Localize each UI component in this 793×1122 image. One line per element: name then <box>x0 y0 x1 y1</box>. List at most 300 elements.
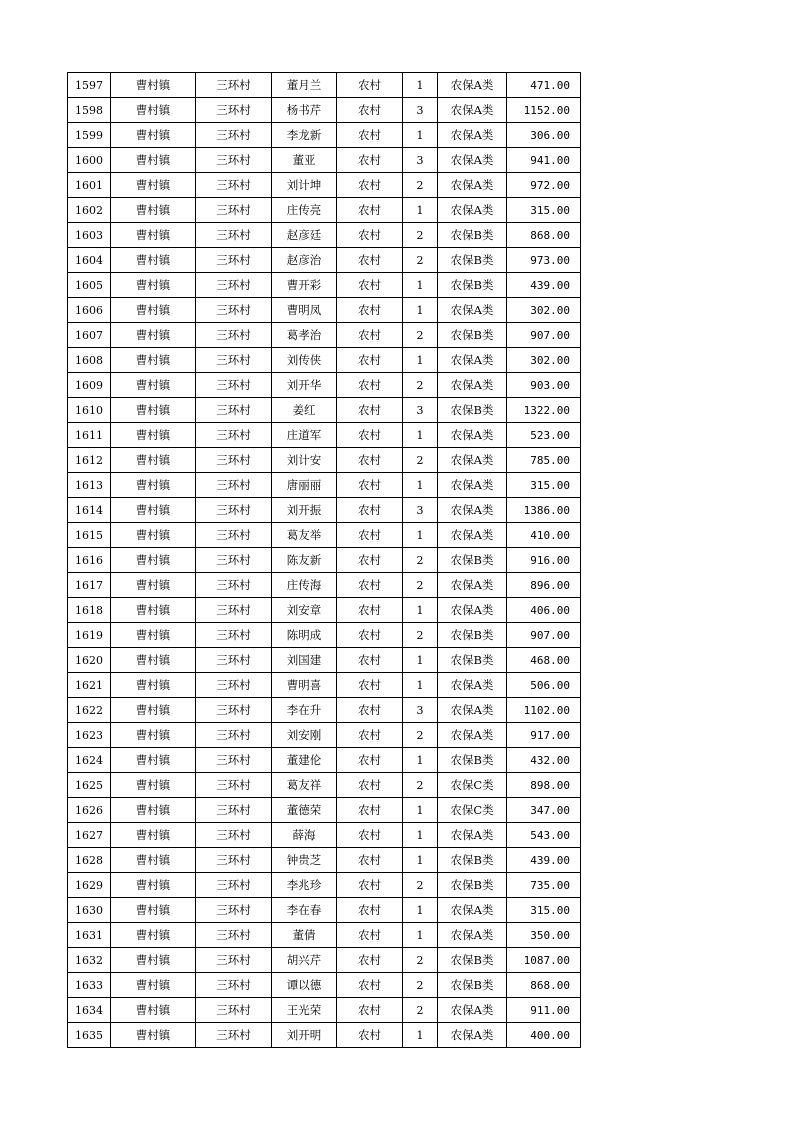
name-cell: 钟贵芝 <box>272 848 337 873</box>
town-cell: 曹村镇 <box>111 348 196 373</box>
row-number-cell: 1597 <box>68 73 111 98</box>
table-row <box>68 573 581 598</box>
household-type-cell: 农村 <box>337 223 403 248</box>
row-number-cell: 1633 <box>68 973 111 998</box>
amount-cell: 972.00 <box>507 173 581 198</box>
member-count-cell: 2 <box>403 323 438 348</box>
village-cell: 三环村 <box>196 673 272 698</box>
member-count-cell: 2 <box>403 173 438 198</box>
village-cell: 三环村 <box>196 973 272 998</box>
amount-cell: 506.00 <box>507 673 581 698</box>
household-type-cell: 农村 <box>337 298 403 323</box>
row-number-cell: 1626 <box>68 798 111 823</box>
category-cell: 农保B类 <box>438 973 507 998</box>
table-row <box>68 98 581 123</box>
household-type-cell: 农村 <box>337 498 403 523</box>
amount-cell: 1102.00 <box>507 698 581 723</box>
name-cell: 姜红 <box>272 398 337 423</box>
household-type-cell: 农村 <box>337 423 403 448</box>
table-body <box>68 73 581 1048</box>
amount-cell: 468.00 <box>507 648 581 673</box>
category-cell: 农保C类 <box>438 798 507 823</box>
member-count-cell: 2 <box>403 573 438 598</box>
row-number-cell: 1607 <box>68 323 111 348</box>
member-count-cell: 3 <box>403 698 438 723</box>
town-cell: 曹村镇 <box>111 448 196 473</box>
amount-cell: 903.00 <box>507 373 581 398</box>
village-cell: 三环村 <box>196 223 272 248</box>
table-row <box>68 298 581 323</box>
amount-cell: 410.00 <box>507 523 581 548</box>
table-row <box>68 898 581 923</box>
table-row <box>68 673 581 698</box>
amount-cell: 306.00 <box>507 123 581 148</box>
amount-cell: 1152.00 <box>507 98 581 123</box>
table-row <box>68 548 581 573</box>
table-row <box>68 373 581 398</box>
household-type-cell: 农村 <box>337 748 403 773</box>
category-cell: 农保A类 <box>438 598 507 623</box>
name-cell: 董亚 <box>272 148 337 173</box>
table-row <box>68 623 581 648</box>
town-cell: 曹村镇 <box>111 398 196 423</box>
category-cell: 农保B类 <box>438 748 507 773</box>
table-row <box>68 923 581 948</box>
town-cell: 曹村镇 <box>111 673 196 698</box>
category-cell: 农保A类 <box>438 348 507 373</box>
category-cell: 农保A类 <box>438 823 507 848</box>
table-row <box>68 123 581 148</box>
amount-cell: 1386.00 <box>507 498 581 523</box>
row-number-cell: 1604 <box>68 248 111 273</box>
table-row <box>68 598 581 623</box>
village-cell: 三环村 <box>196 773 272 798</box>
name-cell: 刘国建 <box>272 648 337 673</box>
row-number-cell: 1600 <box>68 148 111 173</box>
amount-cell: 471.00 <box>507 73 581 98</box>
name-cell: 董德荣 <box>272 798 337 823</box>
town-cell: 曹村镇 <box>111 973 196 998</box>
row-number-cell: 1634 <box>68 998 111 1023</box>
amount-cell: 1322.00 <box>507 398 581 423</box>
town-cell: 曹村镇 <box>111 98 196 123</box>
town-cell: 曹村镇 <box>111 998 196 1023</box>
amount-cell: 868.00 <box>507 973 581 998</box>
town-cell: 曹村镇 <box>111 198 196 223</box>
row-number-cell: 1611 <box>68 423 111 448</box>
household-type-cell: 农村 <box>337 623 403 648</box>
village-cell: 三环村 <box>196 148 272 173</box>
town-cell: 曹村镇 <box>111 598 196 623</box>
member-count-cell: 2 <box>403 623 438 648</box>
town-cell: 曹村镇 <box>111 523 196 548</box>
member-count-cell: 2 <box>403 373 438 398</box>
category-cell: 农保A类 <box>438 98 507 123</box>
category-cell: 农保B类 <box>438 273 507 298</box>
name-cell: 董倩 <box>272 923 337 948</box>
village-cell: 三环村 <box>196 998 272 1023</box>
member-count-cell: 1 <box>403 348 438 373</box>
household-type-cell: 农村 <box>337 473 403 498</box>
table-row <box>68 473 581 498</box>
village-cell: 三环村 <box>196 698 272 723</box>
village-cell: 三环村 <box>196 798 272 823</box>
member-count-cell: 2 <box>403 998 438 1023</box>
category-cell: 农保C类 <box>438 773 507 798</box>
table-row <box>68 148 581 173</box>
town-cell: 曹村镇 <box>111 423 196 448</box>
village-cell: 三环村 <box>196 823 272 848</box>
row-number-cell: 1603 <box>68 223 111 248</box>
row-number-cell: 1612 <box>68 448 111 473</box>
town-cell: 曹村镇 <box>111 473 196 498</box>
village-cell: 三环村 <box>196 748 272 773</box>
table-row <box>68 948 581 973</box>
member-count-cell: 1 <box>403 798 438 823</box>
category-cell: 农保A类 <box>438 523 507 548</box>
household-type-cell: 农村 <box>337 998 403 1023</box>
row-number-cell: 1614 <box>68 498 111 523</box>
member-count-cell: 1 <box>403 748 438 773</box>
village-cell: 三环村 <box>196 1023 272 1048</box>
household-type-cell: 农村 <box>337 823 403 848</box>
household-type-cell: 农村 <box>337 848 403 873</box>
row-number-cell: 1615 <box>68 523 111 548</box>
row-number-cell: 1601 <box>68 173 111 198</box>
table-row <box>68 523 581 548</box>
village-cell: 三环村 <box>196 948 272 973</box>
household-type-cell: 农村 <box>337 98 403 123</box>
category-cell: 农保B类 <box>438 848 507 873</box>
name-cell: 李龙新 <box>272 123 337 148</box>
row-number-cell: 1628 <box>68 848 111 873</box>
category-cell: 农保A类 <box>438 73 507 98</box>
name-cell: 唐丽丽 <box>272 473 337 498</box>
table-row <box>68 823 581 848</box>
member-count-cell: 1 <box>403 823 438 848</box>
amount-cell: 917.00 <box>507 723 581 748</box>
household-type-cell: 农村 <box>337 798 403 823</box>
town-cell: 曹村镇 <box>111 848 196 873</box>
household-type-cell: 农村 <box>337 723 403 748</box>
category-cell: 农保A类 <box>438 473 507 498</box>
name-cell: 葛友举 <box>272 523 337 548</box>
table-row <box>68 73 581 98</box>
village-cell: 三环村 <box>196 498 272 523</box>
name-cell: 庄传海 <box>272 573 337 598</box>
row-number-cell: 1608 <box>68 348 111 373</box>
member-count-cell: 2 <box>403 873 438 898</box>
row-number-cell: 1629 <box>68 873 111 898</box>
member-count-cell: 1 <box>403 423 438 448</box>
village-cell: 三环村 <box>196 123 272 148</box>
village-cell: 三环村 <box>196 548 272 573</box>
amount-cell: 315.00 <box>507 198 581 223</box>
table-row <box>68 198 581 223</box>
name-cell: 赵彦廷 <box>272 223 337 248</box>
row-number-cell: 1632 <box>68 948 111 973</box>
town-cell: 曹村镇 <box>111 723 196 748</box>
household-type-cell: 农村 <box>337 1023 403 1048</box>
row-number-cell: 1598 <box>68 98 111 123</box>
household-type-cell: 农村 <box>337 923 403 948</box>
data-table <box>67 72 581 1048</box>
village-cell: 三环村 <box>196 873 272 898</box>
village-cell: 三环村 <box>196 298 272 323</box>
row-number-cell: 1623 <box>68 723 111 748</box>
household-type-cell: 农村 <box>337 898 403 923</box>
member-count-cell: 1 <box>403 198 438 223</box>
town-cell: 曹村镇 <box>111 948 196 973</box>
name-cell: 曹明喜 <box>272 673 337 698</box>
table-row <box>68 348 581 373</box>
amount-cell: 439.00 <box>507 273 581 298</box>
category-cell: 农保A类 <box>438 573 507 598</box>
village-cell: 三环村 <box>196 473 272 498</box>
table-row <box>68 448 581 473</box>
category-cell: 农保B类 <box>438 248 507 273</box>
category-cell: 农保A类 <box>438 148 507 173</box>
table-row <box>68 323 581 348</box>
amount-cell: 302.00 <box>507 298 581 323</box>
village-cell: 三环村 <box>196 898 272 923</box>
amount-cell: 973.00 <box>507 248 581 273</box>
table-row <box>68 998 581 1023</box>
row-number-cell: 1630 <box>68 898 111 923</box>
household-type-cell: 农村 <box>337 148 403 173</box>
amount-cell: 896.00 <box>507 573 581 598</box>
row-number-cell: 1620 <box>68 648 111 673</box>
village-cell: 三环村 <box>196 623 272 648</box>
amount-cell: 347.00 <box>507 798 581 823</box>
row-number-cell: 1618 <box>68 598 111 623</box>
member-count-cell: 1 <box>403 923 438 948</box>
category-cell: 农保A类 <box>438 723 507 748</box>
household-type-cell: 农村 <box>337 598 403 623</box>
member-count-cell: 1 <box>403 1023 438 1048</box>
amount-cell: 406.00 <box>507 598 581 623</box>
amount-cell: 916.00 <box>507 548 581 573</box>
row-number-cell: 1625 <box>68 773 111 798</box>
name-cell: 刘开华 <box>272 373 337 398</box>
member-count-cell: 2 <box>403 248 438 273</box>
name-cell: 刘安章 <box>272 598 337 623</box>
member-count-cell: 3 <box>403 398 438 423</box>
name-cell: 刘计坤 <box>272 173 337 198</box>
town-cell: 曹村镇 <box>111 648 196 673</box>
town-cell: 曹村镇 <box>111 823 196 848</box>
name-cell: 刘开明 <box>272 1023 337 1048</box>
village-cell: 三环村 <box>196 198 272 223</box>
household-type-cell: 农村 <box>337 73 403 98</box>
member-count-cell: 1 <box>403 473 438 498</box>
member-count-cell: 3 <box>403 98 438 123</box>
name-cell: 刘开振 <box>272 498 337 523</box>
amount-cell: 400.00 <box>507 1023 581 1048</box>
village-cell: 三环村 <box>196 648 272 673</box>
town-cell: 曹村镇 <box>111 623 196 648</box>
household-type-cell: 农村 <box>337 548 403 573</box>
name-cell: 董月兰 <box>272 73 337 98</box>
town-cell: 曹村镇 <box>111 548 196 573</box>
row-number-cell: 1613 <box>68 473 111 498</box>
town-cell: 曹村镇 <box>111 323 196 348</box>
village-cell: 三环村 <box>196 523 272 548</box>
member-count-cell: 2 <box>403 723 438 748</box>
row-number-cell: 1624 <box>68 748 111 773</box>
category-cell: 农保A类 <box>438 673 507 698</box>
name-cell: 胡兴芹 <box>272 948 337 973</box>
row-number-cell: 1610 <box>68 398 111 423</box>
village-cell: 三环村 <box>196 273 272 298</box>
category-cell: 农保B类 <box>438 398 507 423</box>
household-type-cell: 农村 <box>337 448 403 473</box>
member-count-cell: 2 <box>403 973 438 998</box>
row-number-cell: 1616 <box>68 548 111 573</box>
row-number-cell: 1635 <box>68 1023 111 1048</box>
amount-cell: 315.00 <box>507 898 581 923</box>
town-cell: 曹村镇 <box>111 698 196 723</box>
amount-cell: 907.00 <box>507 623 581 648</box>
table-row <box>68 973 581 998</box>
amount-cell: 907.00 <box>507 323 581 348</box>
name-cell: 刘安刚 <box>272 723 337 748</box>
category-cell: 农保B类 <box>438 223 507 248</box>
table-row <box>68 798 581 823</box>
name-cell: 杨书芹 <box>272 98 337 123</box>
category-cell: 农保A类 <box>438 1023 507 1048</box>
table-row <box>68 648 581 673</box>
town-cell: 曹村镇 <box>111 573 196 598</box>
table-row <box>68 173 581 198</box>
category-cell: 农保A类 <box>438 498 507 523</box>
category-cell: 农保B类 <box>438 323 507 348</box>
amount-cell: 898.00 <box>507 773 581 798</box>
amount-cell: 868.00 <box>507 223 581 248</box>
name-cell: 李在春 <box>272 898 337 923</box>
table-row <box>68 423 581 448</box>
row-number-cell: 1622 <box>68 698 111 723</box>
member-count-cell: 1 <box>403 673 438 698</box>
amount-cell: 315.00 <box>507 473 581 498</box>
amount-cell: 911.00 <box>507 998 581 1023</box>
town-cell: 曹村镇 <box>111 173 196 198</box>
household-type-cell: 农村 <box>337 873 403 898</box>
amount-cell: 1087.00 <box>507 948 581 973</box>
row-number-cell: 1602 <box>68 198 111 223</box>
row-number-cell: 1631 <box>68 923 111 948</box>
member-count-cell: 1 <box>403 123 438 148</box>
household-type-cell: 农村 <box>337 248 403 273</box>
table-row <box>68 698 581 723</box>
category-cell: 农保A类 <box>438 998 507 1023</box>
table-row <box>68 873 581 898</box>
table-row <box>68 773 581 798</box>
village-cell: 三环村 <box>196 448 272 473</box>
household-type-cell: 农村 <box>337 523 403 548</box>
village-cell: 三环村 <box>196 848 272 873</box>
member-count-cell: 3 <box>403 148 438 173</box>
household-type-cell: 农村 <box>337 373 403 398</box>
member-count-cell: 2 <box>403 223 438 248</box>
town-cell: 曹村镇 <box>111 273 196 298</box>
row-number-cell: 1619 <box>68 623 111 648</box>
village-cell: 三环村 <box>196 373 272 398</box>
village-cell: 三环村 <box>196 73 272 98</box>
category-cell: 农保A类 <box>438 923 507 948</box>
category-cell: 农保B类 <box>438 648 507 673</box>
category-cell: 农保B类 <box>438 548 507 573</box>
household-type-cell: 农村 <box>337 123 403 148</box>
table-row <box>68 398 581 423</box>
amount-cell: 302.00 <box>507 348 581 373</box>
household-type-cell: 农村 <box>337 648 403 673</box>
town-cell: 曹村镇 <box>111 73 196 98</box>
town-cell: 曹村镇 <box>111 798 196 823</box>
village-cell: 三环村 <box>196 173 272 198</box>
category-cell: 农保B类 <box>438 623 507 648</box>
town-cell: 曹村镇 <box>111 898 196 923</box>
village-cell: 三环村 <box>196 98 272 123</box>
town-cell: 曹村镇 <box>111 123 196 148</box>
member-count-cell: 2 <box>403 548 438 573</box>
amount-cell: 941.00 <box>507 148 581 173</box>
town-cell: 曹村镇 <box>111 1023 196 1048</box>
town-cell: 曹村镇 <box>111 498 196 523</box>
town-cell: 曹村镇 <box>111 773 196 798</box>
category-cell: 农保B类 <box>438 948 507 973</box>
table-row <box>68 498 581 523</box>
category-cell: 农保A类 <box>438 298 507 323</box>
village-cell: 三环村 <box>196 348 272 373</box>
town-cell: 曹村镇 <box>111 223 196 248</box>
name-cell: 庄传亮 <box>272 198 337 223</box>
name-cell: 董建伦 <box>272 748 337 773</box>
name-cell: 曹开彩 <box>272 273 337 298</box>
table-row <box>68 1023 581 1048</box>
name-cell: 谭以德 <box>272 973 337 998</box>
household-type-cell: 农村 <box>337 573 403 598</box>
household-type-cell: 农村 <box>337 348 403 373</box>
row-number-cell: 1617 <box>68 573 111 598</box>
name-cell: 曹明凤 <box>272 298 337 323</box>
amount-cell: 543.00 <box>507 823 581 848</box>
village-cell: 三环村 <box>196 398 272 423</box>
household-type-cell: 农村 <box>337 673 403 698</box>
table-row <box>68 223 581 248</box>
household-type-cell: 农村 <box>337 323 403 348</box>
village-cell: 三环村 <box>196 248 272 273</box>
category-cell: 农保A类 <box>438 423 507 448</box>
household-type-cell: 农村 <box>337 398 403 423</box>
village-cell: 三环村 <box>196 923 272 948</box>
town-cell: 曹村镇 <box>111 373 196 398</box>
name-cell: 庄道军 <box>272 423 337 448</box>
name-cell: 陈友新 <box>272 548 337 573</box>
name-cell: 葛孝治 <box>272 323 337 348</box>
name-cell: 王光荣 <box>272 998 337 1023</box>
household-type-cell: 农村 <box>337 198 403 223</box>
category-cell: 农保A类 <box>438 123 507 148</box>
row-number-cell: 1627 <box>68 823 111 848</box>
category-cell: 农保A类 <box>438 448 507 473</box>
member-count-cell: 2 <box>403 448 438 473</box>
member-count-cell: 1 <box>403 898 438 923</box>
town-cell: 曹村镇 <box>111 298 196 323</box>
row-number-cell: 1599 <box>68 123 111 148</box>
town-cell: 曹村镇 <box>111 148 196 173</box>
member-count-cell: 1 <box>403 73 438 98</box>
